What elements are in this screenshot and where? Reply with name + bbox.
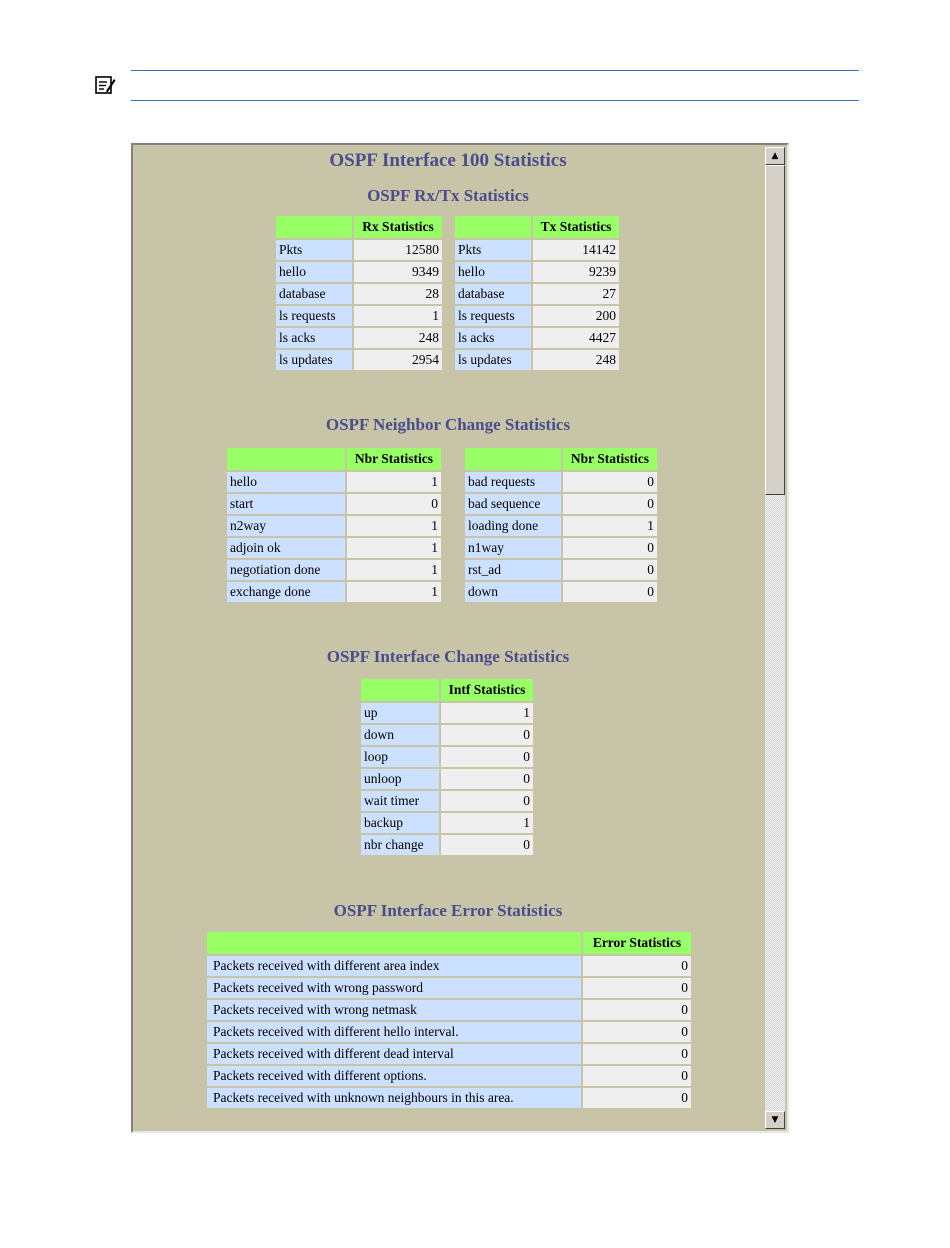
row-label: down <box>465 582 561 602</box>
tx-statistics-table <box>453 214 621 372</box>
table-row <box>465 560 657 580</box>
table-row <box>465 582 657 602</box>
row-value: 1 <box>354 306 442 326</box>
table-row <box>361 791 533 811</box>
row-label: bad requests <box>465 472 561 492</box>
row-label: ls updates <box>276 350 352 370</box>
row-label: wait timer <box>361 791 439 811</box>
table-row <box>455 328 619 348</box>
row-value: 0 <box>563 472 657 492</box>
row-value: 248 <box>354 328 442 348</box>
row-label: ls requests <box>276 306 352 326</box>
table-row <box>361 769 533 789</box>
table-row <box>207 1044 691 1064</box>
error-title: OSPF Interface Error Statistics <box>333 901 563 920</box>
row-label: hello <box>276 262 352 282</box>
table-row <box>465 494 657 514</box>
table-row <box>455 306 619 326</box>
table-row <box>455 350 619 370</box>
statistics-frame <box>131 143 789 1133</box>
table-row <box>207 978 691 998</box>
neighbor-statistics-table-right <box>463 446 659 604</box>
table-header: Intf Statistics <box>441 679 533 701</box>
row-value: 1 <box>563 516 657 536</box>
rx-statistics-table <box>274 214 444 372</box>
row-label: negotiation done <box>227 560 345 580</box>
rxtx-title: OSPF Rx/Tx Statistics <box>367 186 529 205</box>
table-row <box>207 1022 691 1042</box>
row-value: 27 <box>533 284 619 304</box>
table-row <box>361 813 533 833</box>
interface-change-title: OSPF Interface Change Statistics <box>326 647 570 666</box>
row-value: 1 <box>347 582 441 602</box>
scroll-down-icon[interactable]: ▼ <box>765 1111 785 1129</box>
row-label: start <box>227 494 345 514</box>
row-value: 14142 <box>533 240 619 260</box>
row-value: 0 <box>563 582 657 602</box>
table-row <box>465 538 657 558</box>
row-label: ls acks <box>276 328 352 348</box>
table-row <box>227 538 441 558</box>
table-row <box>361 703 533 723</box>
row-value: 0 <box>441 725 533 745</box>
table-row <box>361 747 533 767</box>
table-header: Nbr Statistics <box>347 448 441 470</box>
row-label: database <box>276 284 352 304</box>
row-value: 1 <box>441 813 533 833</box>
row-value: 0 <box>583 1044 691 1064</box>
row-value: 0 <box>583 1088 691 1108</box>
row-label: hello <box>455 262 531 282</box>
table-header: Error Statistics <box>583 932 691 954</box>
row-label: Packets received with wrong netmask <box>207 1000 581 1020</box>
vertical-scrollbar[interactable] <box>765 147 785 1129</box>
row-label: exchange done <box>227 582 345 602</box>
interface-change-table <box>359 677 535 857</box>
row-label: ls updates <box>455 350 531 370</box>
table-header-blank <box>465 448 561 470</box>
row-label: n2way <box>227 516 345 536</box>
page-title: OSPF Interface 100 Statistics <box>329 150 567 171</box>
row-label: Pkts <box>276 240 352 260</box>
table-row <box>227 472 441 492</box>
error-statistics-table <box>205 930 693 1110</box>
note-rule-bottom <box>131 100 859 101</box>
table-row <box>276 306 442 326</box>
row-label: ls requests <box>455 306 531 326</box>
row-value: 0 <box>583 956 691 976</box>
row-label: Packets received with wrong password <box>207 978 581 998</box>
row-label: Packets received with unknown neighbours in this area. <box>207 1088 581 1108</box>
table-row <box>276 240 442 260</box>
table-header-blank <box>361 679 439 701</box>
table-row <box>361 835 533 855</box>
row-value: 0 <box>441 747 533 767</box>
row-label: unloop <box>361 769 439 789</box>
row-label: Packets received with different dead interval <box>207 1044 581 1064</box>
row-value: 200 <box>533 306 619 326</box>
row-value: 0 <box>347 494 441 514</box>
table-header-blank <box>455 216 531 238</box>
row-label: hello <box>227 472 345 492</box>
row-label: bad sequence <box>465 494 561 514</box>
scroll-up-icon[interactable]: ▲ <box>765 147 785 165</box>
row-label: Packets received with different options. <box>207 1066 581 1086</box>
row-label: backup <box>361 813 439 833</box>
table-row <box>455 284 619 304</box>
table-row <box>207 1000 691 1020</box>
row-value: 4427 <box>533 328 619 348</box>
row-value: 1 <box>347 538 441 558</box>
table-row <box>276 350 442 370</box>
row-label: nbr change <box>361 835 439 855</box>
table-header-blank <box>227 448 345 470</box>
row-value: 0 <box>441 835 533 855</box>
table-row <box>276 262 442 282</box>
row-label: database <box>455 284 531 304</box>
table-row <box>207 1088 691 1108</box>
row-value: 0 <box>563 560 657 580</box>
table-row <box>207 956 691 976</box>
row-label: down <box>361 725 439 745</box>
frame-content <box>133 145 763 1131</box>
row-value: 2954 <box>354 350 442 370</box>
row-value: 1 <box>347 516 441 536</box>
table-header-blank <box>207 932 581 954</box>
row-label: Packets received with different hello interval. <box>207 1022 581 1042</box>
row-label: Pkts <box>455 240 531 260</box>
row-value: 12580 <box>354 240 442 260</box>
row-value: 0 <box>583 1022 691 1042</box>
row-value: 248 <box>533 350 619 370</box>
table-row <box>227 560 441 580</box>
row-label: ls acks <box>455 328 531 348</box>
scrollbar-thumb[interactable] <box>765 165 785 495</box>
row-value: 1 <box>347 472 441 492</box>
row-label: rst_ad <box>465 560 561 580</box>
row-value: 0 <box>563 538 657 558</box>
table-row <box>455 262 619 282</box>
table-row <box>361 725 533 745</box>
row-value: 0 <box>441 791 533 811</box>
row-label: loop <box>361 747 439 767</box>
row-value: 28 <box>354 284 442 304</box>
table-header: Tx Statistics <box>533 216 619 238</box>
table-row <box>465 516 657 536</box>
row-value: 1 <box>441 703 533 723</box>
table-header-blank <box>276 216 352 238</box>
note-icon <box>94 74 116 96</box>
row-label: up <box>361 703 439 723</box>
row-value: 0 <box>441 769 533 789</box>
table-row <box>455 240 619 260</box>
table-row <box>276 328 442 348</box>
row-label: Packets received with different area index <box>207 956 581 976</box>
neighbor-title: OSPF Neighbor Change Statistics <box>325 415 571 434</box>
neighbor-statistics-table-left <box>225 446 443 604</box>
table-row <box>227 494 441 514</box>
table-row <box>207 1066 691 1086</box>
row-value: 9239 <box>533 262 619 282</box>
table-row <box>465 472 657 492</box>
table-row <box>276 284 442 304</box>
row-value: 9349 <box>354 262 442 282</box>
row-value: 0 <box>563 494 657 514</box>
table-header: Nbr Statistics <box>563 448 657 470</box>
row-label: n1way <box>465 538 561 558</box>
table-row <box>227 582 441 602</box>
row-label: loading done <box>465 516 561 536</box>
row-value: 0 <box>583 1000 691 1020</box>
row-value: 0 <box>583 1066 691 1086</box>
row-value: 0 <box>583 978 691 998</box>
row-label: adjoin ok <box>227 538 345 558</box>
note-rule-top <box>131 70 859 71</box>
table-header: Rx Statistics <box>354 216 442 238</box>
row-value: 1 <box>347 560 441 580</box>
table-row <box>227 516 441 536</box>
